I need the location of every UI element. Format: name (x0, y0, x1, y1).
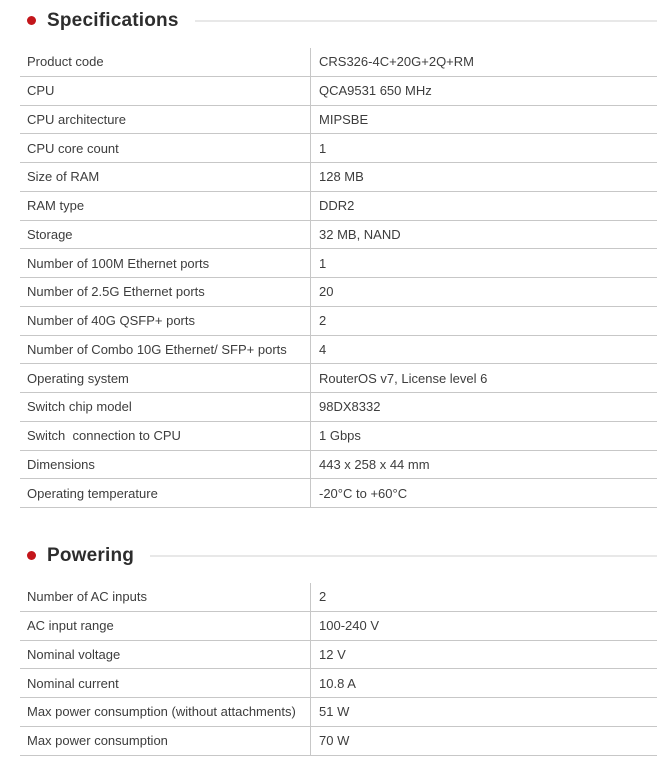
section-header (0, 7, 657, 34)
table-row (20, 336, 657, 365)
table-row (20, 727, 657, 756)
spec-label: Operating temperature (27, 485, 158, 501)
spec-value: 1 (310, 134, 657, 162)
table-row (20, 583, 657, 612)
table-row (20, 393, 657, 422)
spec-value: 51 W (310, 698, 657, 726)
spec-label: Operating system (27, 370, 129, 386)
spec-label: CPU (27, 83, 55, 99)
table-row (20, 249, 657, 278)
spec-label: Switch connection to CPU (27, 428, 181, 444)
spec-value: 128 MB (310, 163, 657, 191)
table-row (20, 106, 657, 135)
spec-label: AC input range (27, 618, 114, 634)
spec-value: DDR2 (310, 192, 657, 220)
header-rule-divider (195, 20, 657, 22)
spec-label: Nominal current (27, 675, 119, 691)
spec-value: 100-240 V (310, 612, 657, 640)
section-title: Specifications (47, 9, 179, 31)
table-row (20, 77, 657, 106)
spec-value: 1 Gbps (310, 422, 657, 450)
section-title: Powering (47, 544, 135, 566)
section-header (0, 542, 657, 569)
spec-section (0, 542, 657, 756)
table-row (20, 451, 657, 480)
table-row (20, 163, 657, 192)
spec-label: Switch chip model (27, 399, 132, 415)
table-row (20, 669, 657, 698)
spec-label: Number of Combo 10G Ethernet/ SFP+ ports (27, 341, 287, 357)
spec-label: Number of 2.5G Ethernet ports (27, 284, 205, 300)
table-row (20, 479, 657, 508)
table-row (20, 48, 657, 77)
spec-value: 1 (310, 249, 657, 277)
spec-value: 2 (310, 583, 657, 611)
spec-value: -20°C to +60°C (310, 479, 657, 507)
spec-value: 10.8 A (310, 669, 657, 697)
spec-value: QCA9531 650 MHz (310, 77, 657, 105)
table-row (20, 612, 657, 641)
table-row (20, 307, 657, 336)
spec-label: Number of 40G QSFP+ ports (27, 313, 195, 329)
spec-label: Number of AC inputs (27, 589, 147, 605)
spec-value: 70 W (310, 727, 657, 755)
header-rule-divider (150, 555, 657, 557)
spec-label: Number of 100M Ethernet ports (27, 255, 210, 271)
spec-label: CPU architecture (27, 111, 126, 127)
spec-label: Product code (27, 54, 104, 70)
table-row (20, 698, 657, 727)
red-bullet-icon (27, 16, 36, 25)
spec-label: Max power consumption (27, 733, 168, 749)
table-row (20, 641, 657, 670)
spec-value: 20 (310, 278, 657, 306)
spec-value: 32 MB, NAND (310, 221, 657, 249)
spec-value: CRS326-4C+20G+2Q+RM (310, 48, 657, 76)
table-row (20, 422, 657, 451)
spec-value: RouterOS v7, License level 6 (310, 364, 657, 392)
spec-value: 12 V (310, 641, 657, 669)
table-row (20, 221, 657, 250)
spec-value: MIPSBE (310, 106, 657, 134)
spec-value: 443 x 258 x 44 mm (310, 451, 657, 479)
spec-value: 2 (310, 307, 657, 335)
table-row (20, 192, 657, 221)
table-row (20, 278, 657, 307)
spec-section (0, 7, 657, 508)
sections-container (0, 7, 657, 756)
spec-value: 4 (310, 336, 657, 364)
spec-label: Max power consumption (without attachments) (27, 704, 296, 720)
spec-value: 98DX8332 (310, 393, 657, 421)
spec-table (20, 48, 657, 508)
spec-label: CPU core count (27, 140, 119, 156)
table-row (20, 364, 657, 393)
red-bullet-icon (27, 551, 36, 560)
spec-label: Nominal voltage (27, 646, 121, 662)
spec-label: Dimensions (27, 456, 95, 472)
spec-label: RAM type (27, 198, 85, 214)
spec-table (20, 583, 657, 756)
spec-label: Size of RAM (27, 169, 100, 185)
spec-label: Storage (27, 226, 73, 242)
table-row (20, 134, 657, 163)
